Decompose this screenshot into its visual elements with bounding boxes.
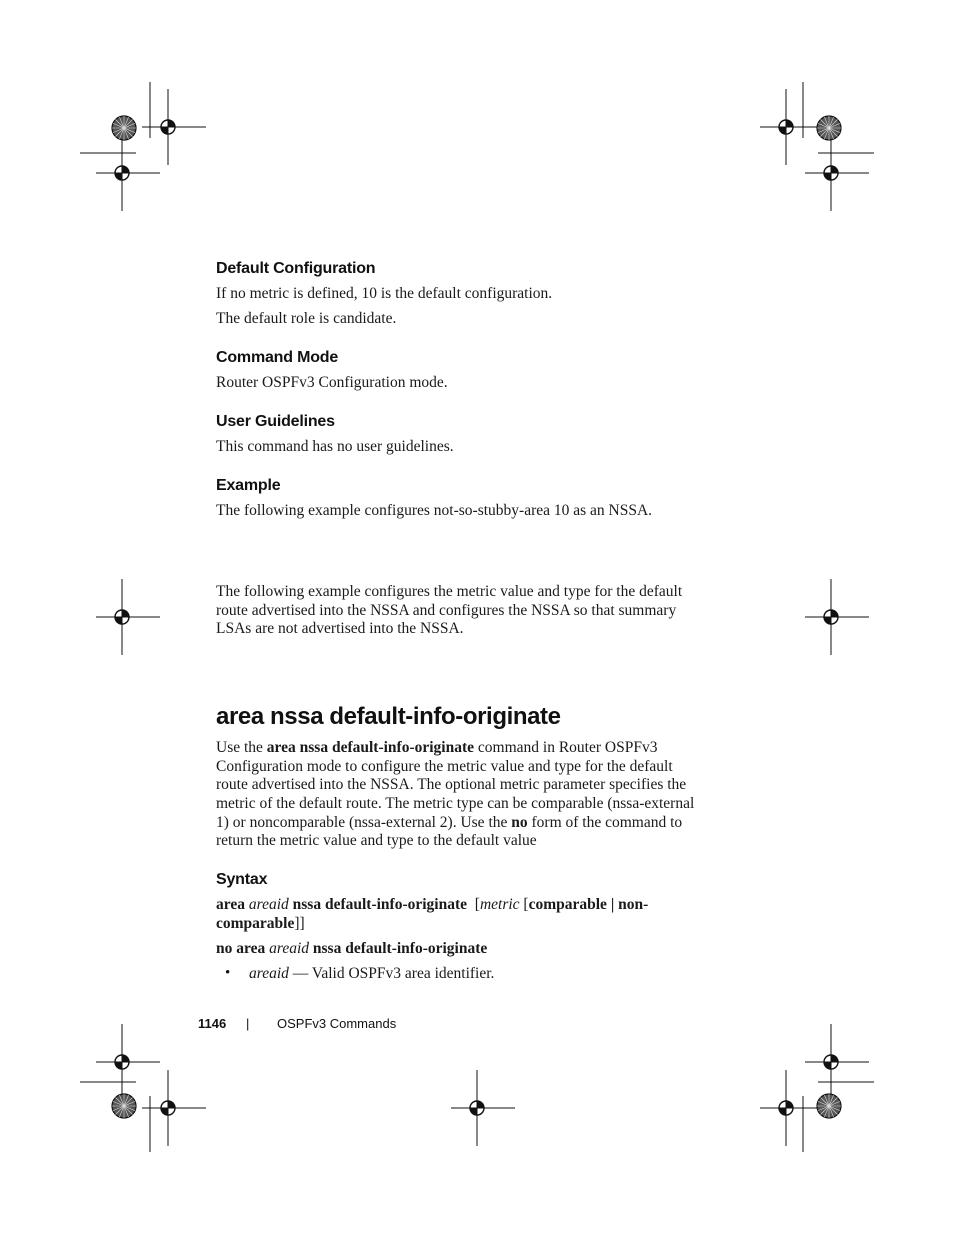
description-line: Configuration mode to configure the metric value and type for the default (216, 758, 673, 775)
crop-mark-bottom-left (80, 1082, 150, 1152)
example-paragraph-line: The following example configures the metric value and type for the default (216, 583, 683, 600)
bullet-icon: • (225, 965, 231, 981)
default-configuration-text: If no metric is defined, 10 is the default configuration. (216, 285, 553, 302)
example-heading: Example (216, 477, 281, 494)
syntax-line-2: comparable]] (216, 915, 305, 932)
description-line: metric of the default route. The metric type can be comparable (nssa-external (216, 795, 695, 812)
command-mode-heading: Command Mode (216, 349, 339, 366)
registration-target-icon (451, 1070, 515, 1146)
registration-target-icon (96, 135, 160, 211)
default-configuration-heading: Default Configuration (216, 260, 376, 277)
registration-target-icon (142, 1070, 206, 1146)
registration-target-icon (805, 135, 869, 211)
color-bar-star-icon (112, 116, 136, 140)
description-line: return the metric value and type to the default value (216, 832, 537, 849)
command-name-bold: area nssa default-info-originate (266, 739, 475, 756)
description-line: Use the area nssa default-info-originate command in Router OSPFv3 (216, 739, 658, 756)
registration-target-icon (805, 579, 869, 655)
parameter-description: areaid — Valid OSPFv3 area identifier. (249, 965, 495, 982)
crop-mark-top-right (803, 82, 874, 153)
color-bar-star-icon (817, 116, 841, 140)
description-line: 1) or noncomparable (nssa-external 2). Use the no form of the command to (216, 814, 683, 831)
registration-target-icon (96, 579, 160, 655)
registration-target-icon (96, 1024, 160, 1100)
registration-target-icon (760, 89, 824, 165)
crop-mark-bottom-right (803, 1082, 874, 1152)
command-mode-text: Router OSPFv3 Configuration mode. (216, 374, 448, 391)
example-paragraph-line: route advertised into the NSSA and configures the NSSA so that summary (216, 602, 677, 619)
syntax-line-1: area areaid nssa default-info-originate [metric [comparable | non- (216, 896, 649, 913)
example-paragraph-line: LSAs are not advertised into the NSSA. (216, 620, 464, 637)
user-guidelines-text: This command has no user guidelines. (216, 438, 454, 455)
command-title: area nssa default-info-originate (216, 703, 561, 730)
default-role-text: The default role is candidate. (216, 310, 397, 327)
crop-mark-top-left (80, 82, 150, 153)
registration-target-icon (760, 1070, 824, 1146)
color-bar-star-icon (817, 1094, 841, 1118)
footer-separator: | (246, 1016, 250, 1031)
user-guidelines-heading: User Guidelines (216, 413, 335, 430)
registration-target-icon (142, 89, 206, 165)
syntax-heading: Syntax (216, 871, 268, 888)
no-keyword-bold: no (511, 814, 528, 831)
footer-chapter: OSPFv3 Commands (277, 1016, 397, 1031)
example-text: The following example configures not-so-stubby-area 10 as an NSSA. (216, 502, 653, 519)
description-line: route advertised into the NSSA. The optional metric parameter specifies the (216, 776, 687, 793)
registration-target-icon (805, 1024, 869, 1100)
color-bar-star-icon (112, 1094, 136, 1118)
syntax-no-form: no area areaid nssa default-info-originate (216, 940, 488, 957)
page-number: 1146 (198, 1016, 227, 1031)
